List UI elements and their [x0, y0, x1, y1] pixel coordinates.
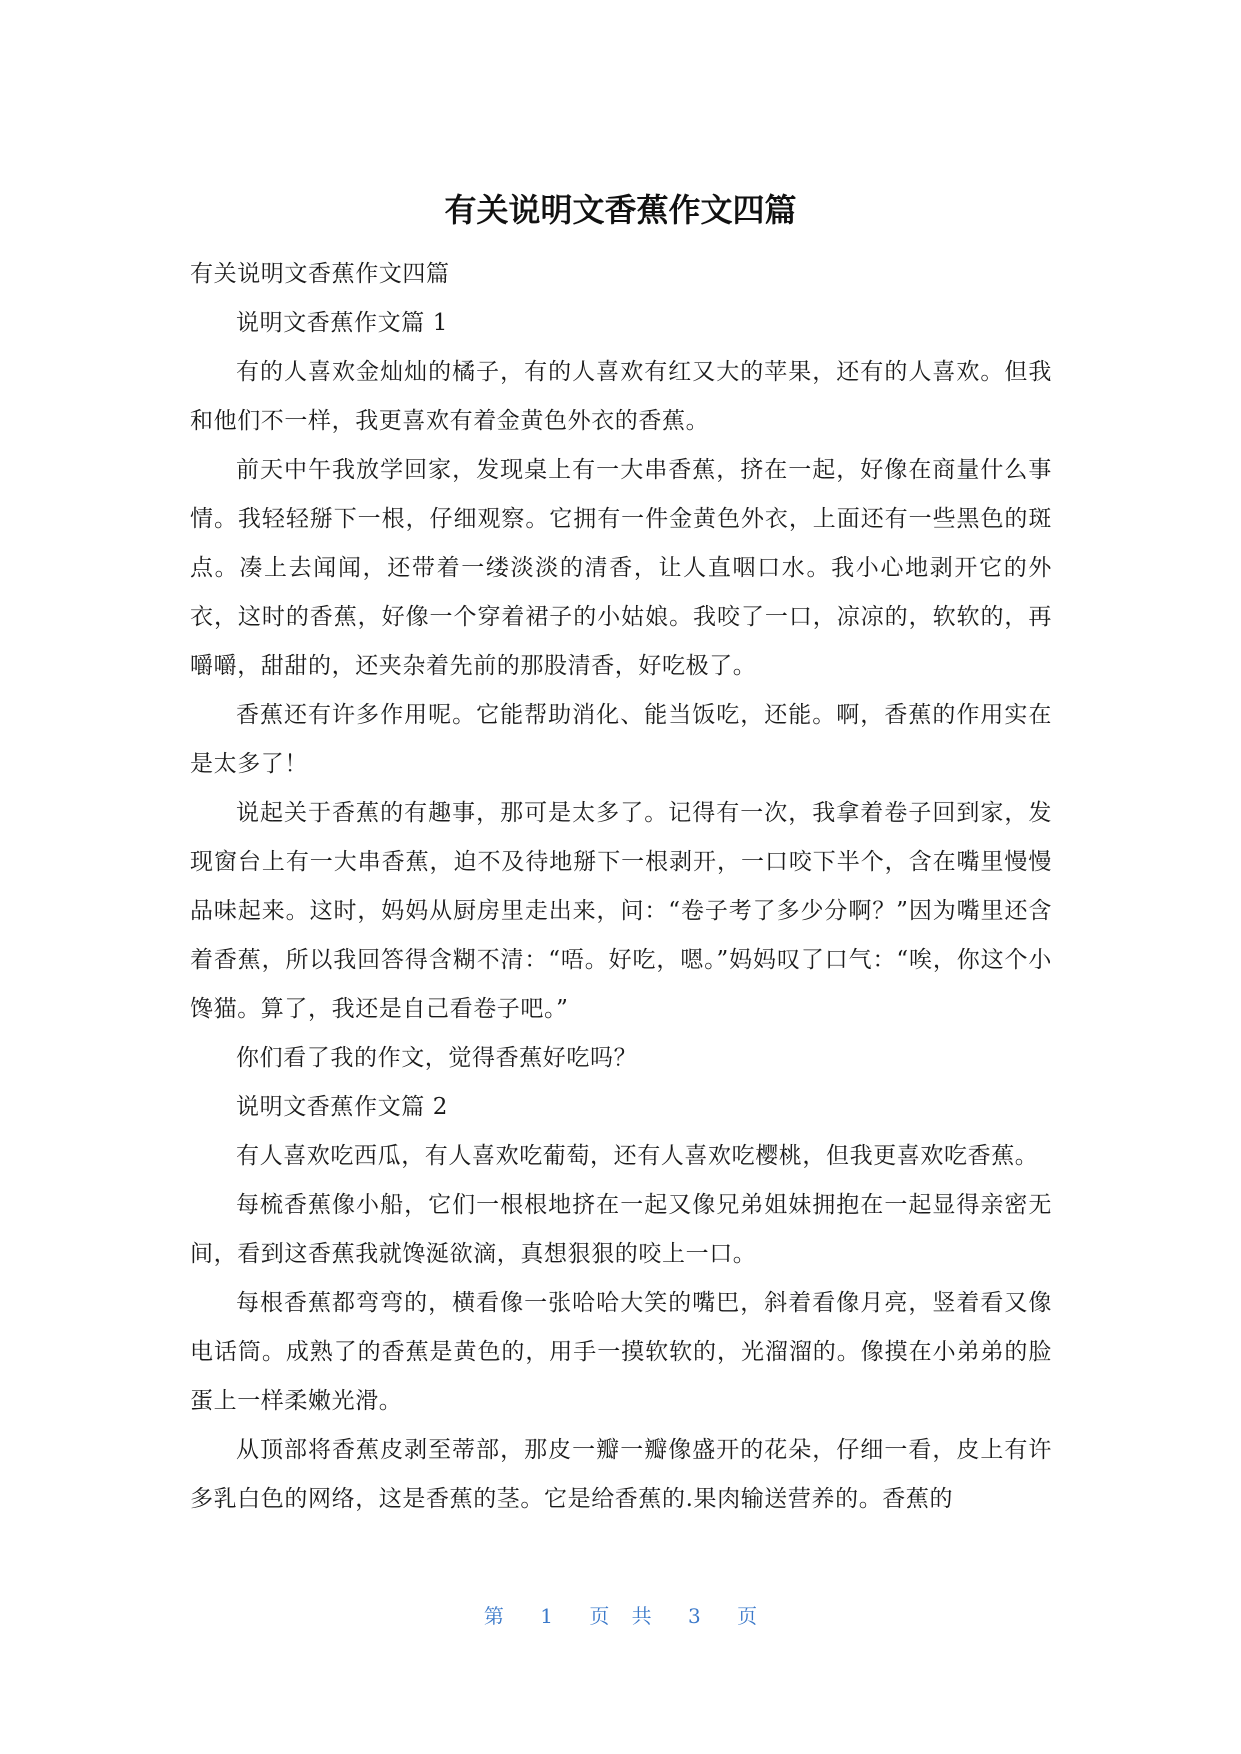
paragraph: 有人喜欢吃西瓜，有人喜欢吃葡萄，还有人喜欢吃樱桃，但我更喜欢吃香蕉。	[236, 1143, 1039, 1169]
page-label-suffix: 页	[737, 1604, 758, 1628]
paragraph-section-heading-2: 说明文香蕉作文篇 2	[236, 1094, 448, 1120]
paragraph: 说起关于香蕉的有趣事，那可是太多了。记得有一次，我拿着卷子回到家，发现窗台上有一大串香蕉，迫不及待地掰下一根剥开，一口咬下半个，含在嘴里慢慢品味起来。这时，妈妈从厨房里走出来，问：“卷子考了多少分啊？”因为嘴里还含着香蕉，所以我回答得含糊不清：“唔。好吃，嗯。”妈妈叹了口气：“唉，你这个小馋猫。算了，我还是自己看卷子吧。”	[190, 800, 1052, 1022]
paragraph: 前天中午我放学回家，发现桌上有一大串香蕉，挤在一起，好像在商量什么事情。我轻轻掰下一根，仔细观察。它拥有一件金黄色外衣，上面还有一些黑色的斑点。凑上去闻闻，还带着一缕淡淡的清香，让人直咽口水。我小心地剥开它的外衣，这时的香蕉，好像一个穿着裙子的小姑娘。我咬了一口，凉凉的，软软的，再嚼嚼，甜甜的，还夹杂着先前的那股清香，好吃极了。	[190, 457, 1052, 679]
paragraph-section-heading-1: 说明文香蕉作文篇 1	[236, 310, 448, 336]
page-label-mid: 页 共	[589, 1604, 652, 1628]
document-title: 有关说明文香蕉作文四篇	[444, 191, 797, 229]
paragraph: 从顶部将香蕉皮剥至蒂部，那皮一瓣一瓣像盛开的花朵，仔细一看，皮上有许多乳白色的网络，这是香蕉的茎。它是给香蕉的.果肉输送营养的。香蕉的	[190, 1437, 1052, 1512]
paragraph: 有的人喜欢金灿灿的橘子，有的人喜欢有红又大的苹果，还有的人喜欢。但我和他们不一样，我更喜欢有着金黄色外衣的香蕉。	[190, 359, 1052, 434]
page-footer	[0, 1601, 1241, 1631]
paragraph-doc-heading: 有关说明文香蕉作文四篇	[190, 261, 450, 287]
page-number: 1	[540, 1604, 553, 1628]
paragraph: 每梳香蕉像小船，它们一根根地挤在一起又像兄弟姐妹拥抱在一起显得亲密无间，看到这香蕉我就馋涎欲滴，真想狠狠的咬上一口。	[190, 1192, 1052, 1267]
page-total: 3	[688, 1604, 701, 1628]
paragraph: 香蕉还有许多作用呢。它能帮助消化、能当饭吃，还能。啊，香蕉的作用实在是太多了！	[190, 702, 1052, 777]
document-body	[190, 250, 1052, 1524]
page-label-prefix: 第	[483, 1604, 504, 1628]
paragraph: 你们看了我的作文，觉得香蕉好吃吗？	[236, 1045, 638, 1071]
paragraph: 每根香蕉都弯弯的，横看像一张哈哈大笑的嘴巴，斜着看像月亮，竖着看又像电话筒。成熟了的香蕉是黄色的，用手一摸软软的，光溜溜的。像摸在小弟弟的脸蛋上一样柔嫩光滑。	[190, 1290, 1052, 1414]
